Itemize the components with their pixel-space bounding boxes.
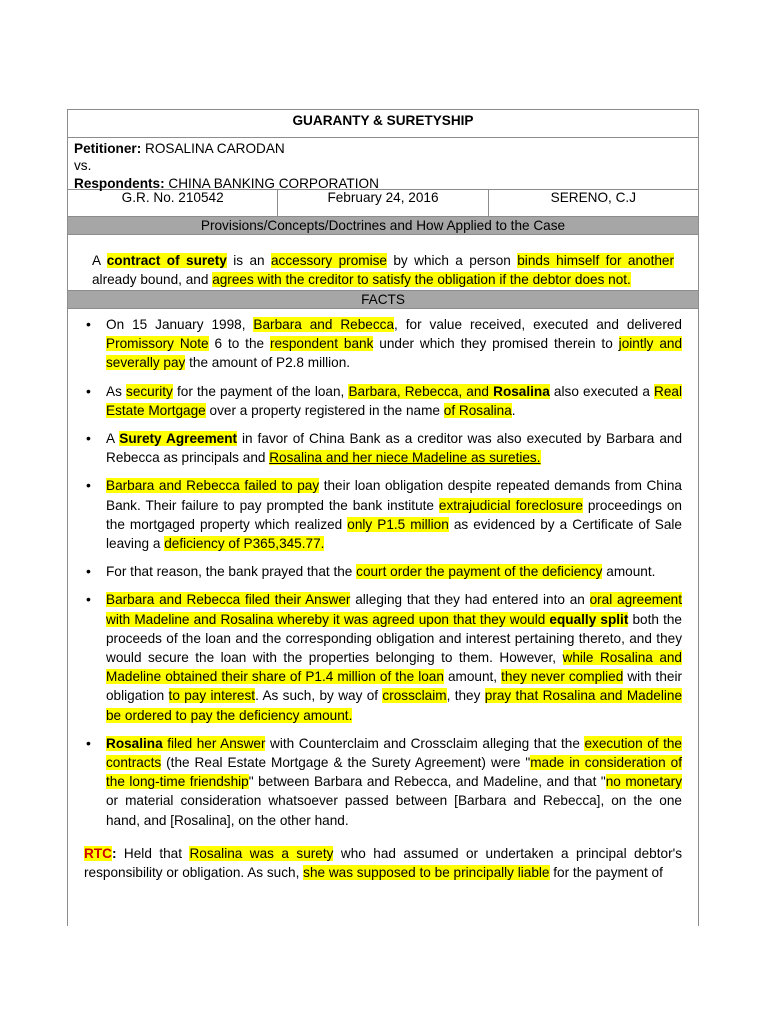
highlighted-text: of Rosalina: [443, 402, 512, 418]
highlighted-text: deficiency of P365,345.77.: [164, 536, 325, 552]
case-info-row: [68, 190, 698, 217]
rtc-ruling: [84, 844, 682, 883]
highlighted-text: they never complied: [501, 669, 624, 685]
highlighted-text: contract of surety: [106, 253, 227, 268]
ponente: SERENO, C.J: [550, 190, 636, 205]
highlighted-text: Barbara and Rebecca filed their Answer: [106, 592, 351, 608]
text-run: , for value received, executed and delivered: [394, 317, 682, 332]
text-run: over a property registered in the name: [205, 402, 444, 418]
highlighted-text: only P1.5 million: [347, 516, 449, 532]
text-run: who had assumed or undertaken a principal debtor's responsibility or obligation. As such,: [84, 845, 682, 881]
petitioner-name: ROSALINA CARODAN: [145, 141, 285, 156]
text-run: with Counterclaim and Crossclaim alleging that the: [265, 735, 585, 751]
highlighted-text: Rosalina was a surety: [189, 845, 334, 861]
text-run: also executed a: [549, 383, 655, 399]
facts-list: [84, 315, 682, 830]
text-run: , they: [446, 688, 485, 704]
text-run: For that reason, the bank prayed that the: [106, 564, 357, 580]
text-run: alleging that they had entered into an: [350, 592, 590, 608]
highlighted-text: Rosalina and her niece Madeline as sureties.: [269, 450, 541, 466]
highlighted-text: Rosalina: [106, 735, 163, 751]
fact-item: [84, 429, 682, 467]
text-run: as evidenced by a Certificate of Sale leaving a: [106, 516, 682, 552]
text-run: 6 to the: [208, 336, 270, 352]
text-run: A: [92, 253, 107, 268]
text-run: in favor of China Bank as a creditor was also executed by Barbara and Rebecca as principals and: [106, 431, 683, 466]
text-run: . As such, by way of: [255, 688, 383, 704]
text-run: proceedings on the mortgaged property which realized: [106, 497, 682, 532]
text-run: Held that: [116, 845, 190, 861]
gr-number: G.R. No. 210542: [68, 190, 278, 216]
text-run: the amount of P2.8 million.: [185, 355, 351, 371]
respondents-name: CHINA BANKING CORPORATION: [168, 175, 379, 191]
facts-section: [68, 309, 698, 883]
highlighted-text: execution of the contracts: [106, 735, 682, 771]
provisions-header: Provisions/Concepts/Doctrines and How Applied to the Case: [68, 217, 698, 235]
highlighted-text: she was supposed to be principally liable: [303, 865, 550, 881]
highlighted-text: oral agreement with Madeline and Rosalina whereby it was agreed upon that they would: [106, 592, 682, 627]
text-run: for the payment of: [549, 865, 663, 881]
petitioner-line: [74, 140, 692, 157]
highlighted-text: :: [111, 845, 117, 861]
highlighted-text: Rosalina: [493, 383, 550, 399]
petitioner-label: Petitioner:: [74, 141, 142, 156]
highlighted-text: agrees with the creditor to satisfy the obligation if the debtor does not.: [212, 272, 631, 288]
text-run: with their obligation: [106, 669, 682, 704]
facts-header: FACTS: [68, 291, 698, 309]
fact-item: [84, 590, 682, 724]
fact-item: [84, 382, 682, 420]
text-run: A: [106, 431, 120, 447]
highlighted-text: Barbara and Rebecca: [253, 317, 395, 332]
highlighted-text: RTC: [84, 845, 112, 861]
highlighted-text: Barbara and Rebecca failed to pay: [106, 478, 320, 494]
highlighted-text: respondent bank: [269, 336, 374, 352]
digest-sheet: [67, 109, 699, 926]
text-run: by which a person: [386, 253, 518, 268]
highlighted-text: equally split: [549, 611, 629, 627]
highlighted-text: Real Estate Mortgage: [106, 383, 682, 418]
highlighted-text: extrajudicial foreclosure: [438, 497, 583, 513]
text-run: " between Barbara and Rebecca, and Madeline, and that ": [248, 774, 606, 790]
highlighted-text: no monetary: [605, 774, 683, 790]
highlighted-text: to pay interest: [168, 688, 256, 704]
highlighted-text: court order the payment of the deficiency: [356, 564, 603, 580]
fact-item: [84, 476, 682, 553]
highlighted-text: binds himself for another: [517, 253, 675, 268]
highlighted-text: while Rosalina and Madeline obtained their share of P1.4 million of the loan: [106, 650, 682, 685]
text-run: already bound, and: [92, 272, 213, 288]
highlighted-text: accessory promise: [271, 253, 387, 268]
text-run: for the payment of the loan,: [172, 383, 349, 399]
document-title: GUARANTY & SURETYSHIP: [68, 110, 698, 138]
text-run: or material consideration whatsoever passed between [Barbara and Rebecca], on the one hand, and [Rosalina], on the other hand.: [106, 793, 682, 828]
text-run: amount,: [443, 669, 502, 685]
highlighted-text: jointly and severally pay: [106, 336, 683, 371]
decision-date: February 24, 2016: [278, 190, 488, 216]
fact-item: [84, 562, 682, 581]
highlighted-text: Barbara, Rebecca, and: [348, 383, 494, 399]
highlighted-text: pray that Rosalina and Madeline be ordered to pay the deficiency amount.: [106, 688, 682, 723]
highlighted-text: security: [126, 383, 173, 399]
highlighted-text: Promissory Note: [106, 336, 209, 352]
highlighted-text: Surety Agreement: [119, 431, 238, 447]
highlighted-text: crossclaim: [382, 688, 447, 704]
text-run: both the proceeds of the loan and the corresponding obligation and interest pertaining thereto, and they would secure the loan with the properties belonging to them. However,: [106, 611, 682, 666]
fact-item: [84, 315, 682, 373]
parties-block: [68, 138, 698, 190]
highlighted-text: filed her Answer: [162, 735, 266, 751]
fact-item: [84, 734, 682, 830]
text-run: As: [106, 383, 127, 399]
text-run: amount.: [602, 564, 656, 580]
text-run: under which they promised therein to: [373, 336, 619, 352]
text-run: their loan obligation despite repeated demands from China Bank. Their failure to pay prompted the bank institute: [106, 478, 682, 513]
doctrine-paragraph: [68, 235, 698, 291]
text-run: is an: [226, 253, 271, 268]
text-run: On 15 January 1998,: [106, 317, 254, 332]
respondents-label: Respondents:: [74, 175, 165, 191]
text-run: (the Real Estate Mortgage & the Surety Agreement) were ": [161, 755, 531, 771]
highlighted-text: made in consideration of the long-time friendship: [106, 755, 682, 790]
versus-text: vs.: [74, 158, 92, 174]
text-run: .: [511, 402, 516, 418]
